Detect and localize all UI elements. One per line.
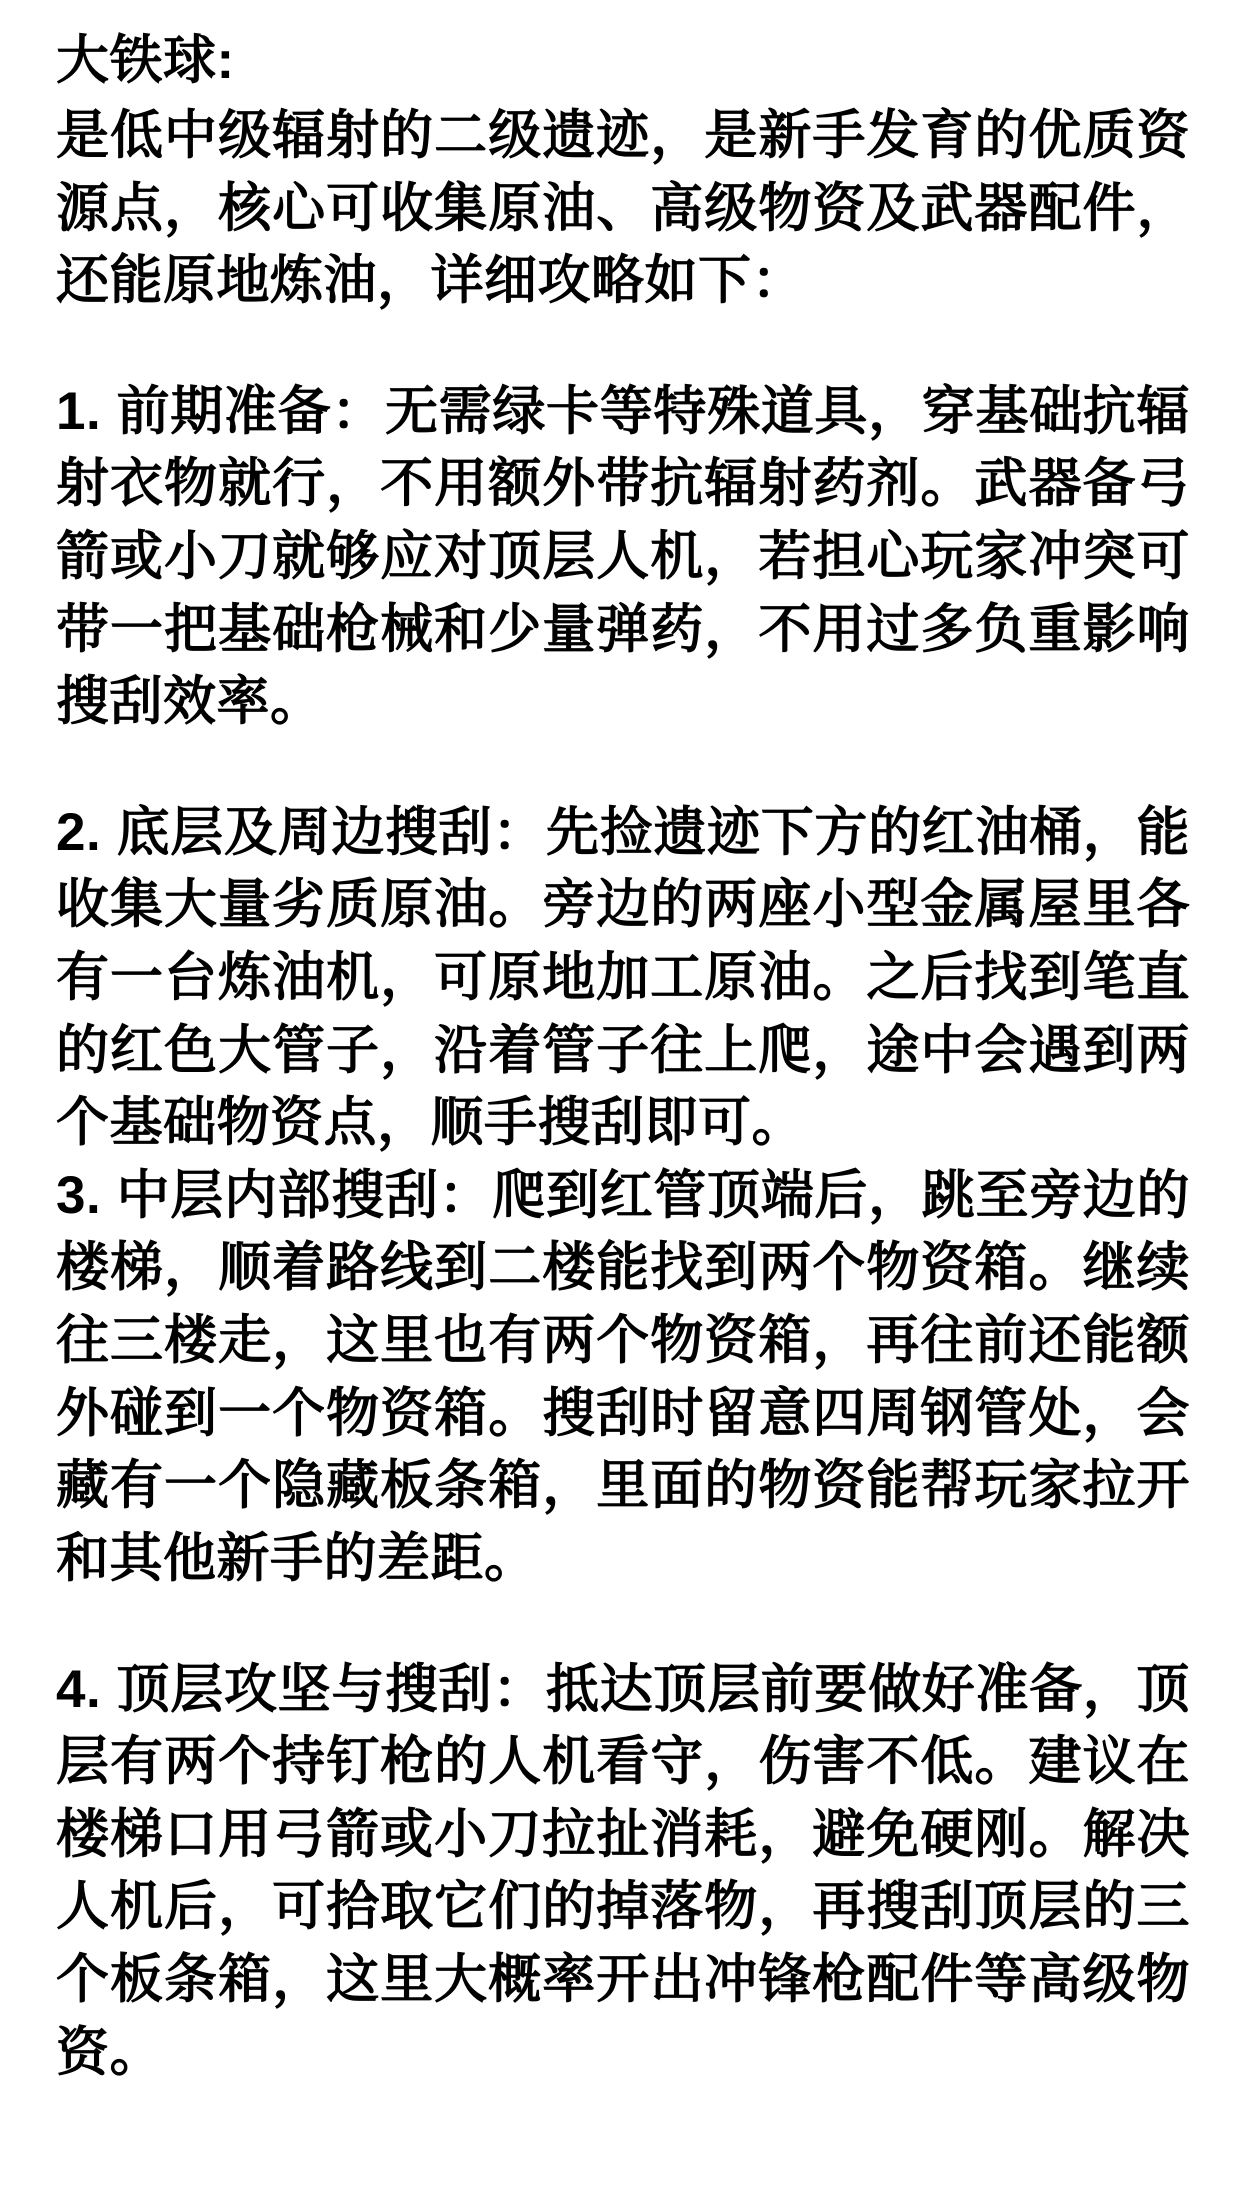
spacer [56,1596,1190,1654]
section-step-3: 3. 中层内部搜刮：爬到红管顶端后，跳至旁边的楼梯，顺着路线到二楼能找到两个物资箱。继续往三楼走，这里也有两个物资箱，再往前还能额外碰到一个物资箱。搜刮时留意四周钢管处，会藏有一个隐藏板条箱，里面的物资能帮玩家拉开和其他新手的差距。 [56,1165,1190,1588]
section-step-1: 1. 前期准备：无需绿卡等特殊道具，穿基础抗辐射衣物就行，不用额外带抗辐射药剂。武器备弓箭或小刀就够应对顶层人机，若担心玩家冲突可带一把基础枪械和少量弹药，不用过多负重影响搜刮效率。 [56,381,1190,732]
section-step-2: 2. 底层及周边搜刮：先捡遗迹下方的红油桶，能收集大量劣质原油。旁边的两座小型金属屋里各有一台炼油机，可原地加工原油。之后找到笔直的红色大管子，沿着管子往上爬，途中会遇到两个基础物资点，顺手搜刮即可。 [56,802,1190,1153]
page-title: 大铁球: [56,31,235,90]
intro-paragraph: 是低中级辐射的二级遗迹，是新手发育的优质资源点，核心可收集原油、高级物资及武器配件，还能原地炼油，详细攻略如下： [56,105,1190,311]
spacer [56,739,1190,797]
section-step-4: 4. 顶层攻坚与搜刮：抵达顶层前要做好准备，顶层有两个持钉枪的人机看守，伤害不低。建议在楼梯口用弓箭或小刀拉扯消耗，避免硬刚。解决人机后，可拾取它们的掉落物，再搜刮顶层的三个板条箱，这里大概率开出冲锋枪配件等高级物资。 [56,1659,1190,2082]
spacer [56,318,1190,376]
